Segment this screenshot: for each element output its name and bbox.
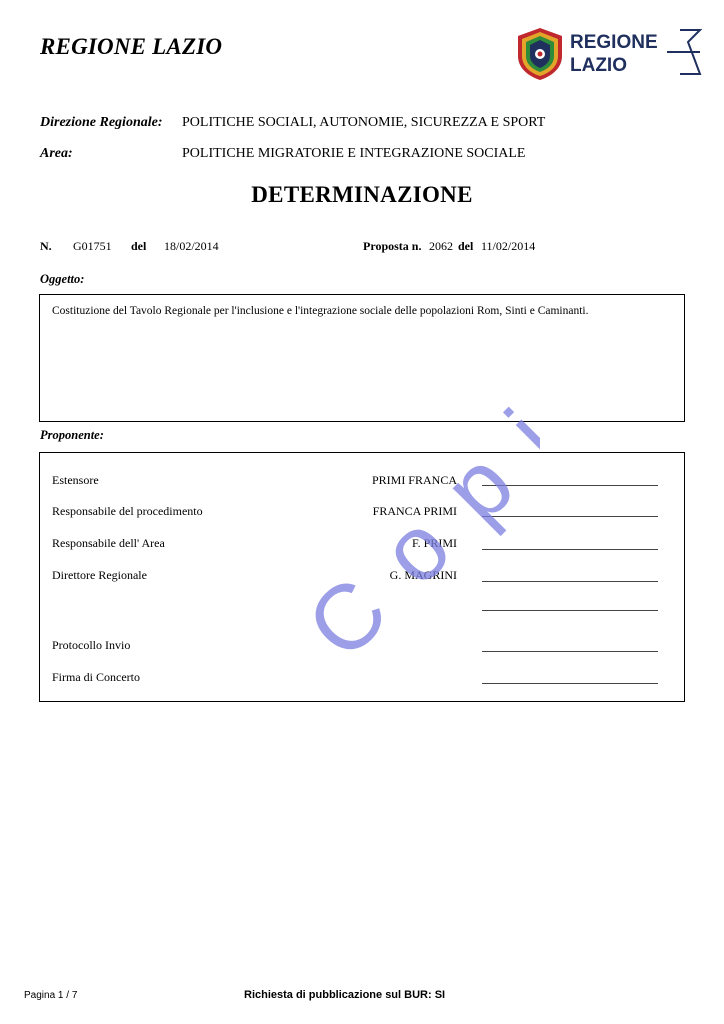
area-value: POLITICHE MIGRATORIE E INTEGRAZIONE SOCIALE bbox=[182, 146, 526, 161]
role-estensore: Estensore bbox=[52, 473, 99, 487]
proposta-number: 2062 bbox=[429, 239, 453, 253]
page-number: Pagina 1 / 7 bbox=[24, 990, 78, 1001]
name-estensore: PRIMI FRANCA bbox=[371, 473, 457, 487]
determination-number: G01751 bbox=[73, 239, 112, 253]
signature-line bbox=[482, 516, 658, 517]
document-type-heading: DETERMINAZIONE bbox=[251, 182, 473, 207]
protocollo-invio-label: Protocollo Invio bbox=[52, 638, 131, 652]
oggetto-label: Oggetto: bbox=[40, 272, 85, 286]
svg-text:LAZIO: LAZIO bbox=[570, 55, 627, 76]
area-label: Area: bbox=[40, 146, 73, 161]
proposta-label: Proposta n. bbox=[363, 239, 422, 253]
role-responsabile-area: Responsabile dell' Area bbox=[52, 536, 165, 550]
proponente-box bbox=[39, 452, 685, 702]
proponente-label: Proponente: bbox=[40, 428, 104, 442]
bur-publication-request: Richiesta di pubblicazione sul BUR: SI bbox=[244, 989, 446, 1001]
signature-line bbox=[482, 549, 658, 550]
direzione-value: POLITICHE SOCIALI, AUTONOMIE, SICUREZZA E SPORT bbox=[182, 115, 546, 130]
role-responsabile-procedimento: Responsabile del procedimento bbox=[52, 504, 203, 518]
name-responsabile-procedimento: FRANCA PRIMI bbox=[372, 504, 457, 518]
signature-line bbox=[482, 683, 658, 684]
oggetto-text: Costituzione del Tavolo Regionale per l'inclusione e l'integrazione sociale delle popolazioni Rom, Sinti e Caminanti. bbox=[52, 305, 589, 317]
document-title: REGIONE LAZIO bbox=[40, 34, 223, 59]
signature-line bbox=[482, 581, 658, 582]
firma-concerto-label: Firma di Concerto bbox=[52, 670, 140, 684]
determination-date: 18/02/2014 bbox=[164, 239, 219, 253]
name-direttore-regionale: G. MAGRINI bbox=[389, 568, 457, 582]
signature-line bbox=[482, 610, 658, 611]
name-responsabile-area: F. PRIMI bbox=[411, 536, 457, 550]
svg-text:REGIONE: REGIONE bbox=[570, 32, 658, 53]
signature-line bbox=[482, 485, 658, 486]
proposta-date: 11/02/2014 bbox=[481, 239, 536, 253]
direzione-label: Direzione Regionale: bbox=[40, 115, 163, 130]
regione-lazio-logo bbox=[514, 26, 704, 82]
role-direttore-regionale: Direttore Regionale bbox=[52, 568, 147, 582]
oggetto-box bbox=[39, 294, 685, 422]
date-del-label: del bbox=[131, 239, 147, 253]
watermark-text: Copia bbox=[287, 301, 540, 660]
proposta-del-label: del bbox=[458, 239, 474, 253]
signature-line bbox=[482, 651, 658, 652]
number-label: N. bbox=[40, 239, 52, 253]
regione-lazio-emblem-icon bbox=[514, 26, 704, 82]
